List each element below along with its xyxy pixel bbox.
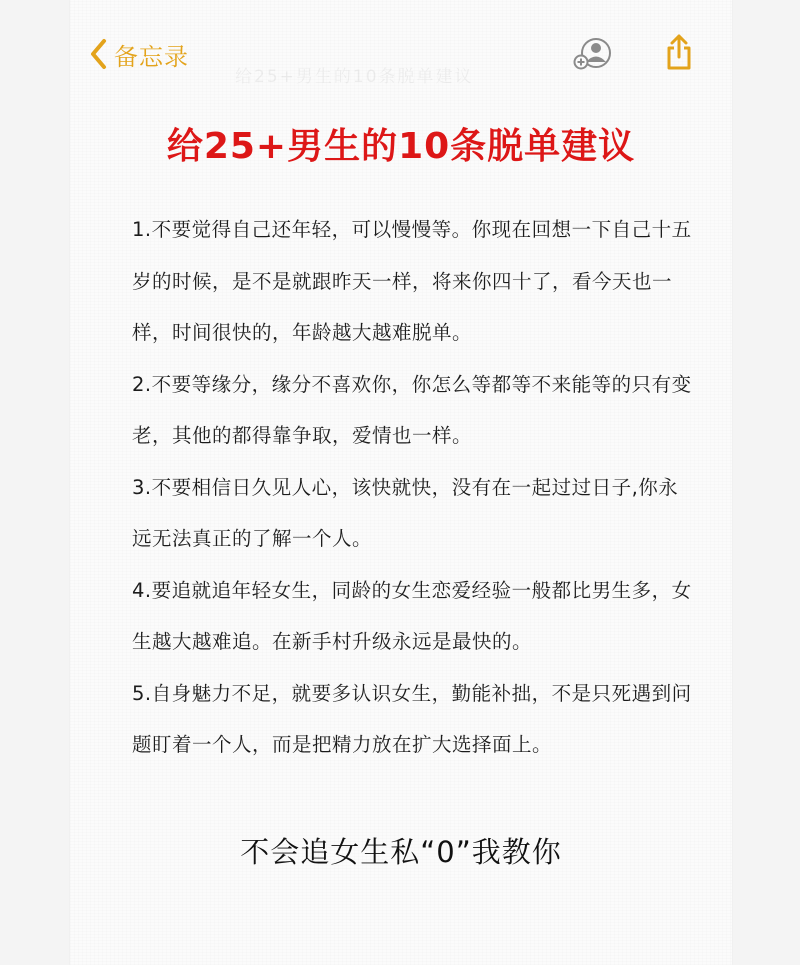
faint-heading: 给25+男生的10条脱单建议 — [235, 67, 474, 87]
tip-item: 3.不要相信日久见人心，该快就快，没有在一起过过日子,你永远无法真正的了解一个人。 — [132, 475, 679, 550]
share-icon[interactable] — [665, 33, 693, 71]
back-button-label: 备忘录 — [114, 42, 189, 71]
navigation-bar — [70, 0, 732, 100]
note-title: 给25+男生的10条脱单建议 — [166, 126, 636, 167]
person-add-icon[interactable] — [572, 37, 614, 71]
note-footer: 不会追女生私“0”我教你 — [240, 835, 562, 869]
tip-item: 4.要追就追年轻女生，同龄的女生恋爱经验一般都比男生多，女生越大越难追。在新手村升级永远是最快的。 — [132, 578, 692, 653]
tip-item: 2.不要等缘分，缘分不喜欢你，你怎么等都等不来能等的只有变老，其他的都得靠争取，爱情也一样。 — [132, 372, 692, 447]
tip-item: 1.不要觉得自己还年轻，可以慢慢等。你现在回想一下自己十五岁的时候，是不是就跟昨天一样，将来你四十了，看今天也一样，时间很快的，年龄越大越难脱单。 — [132, 218, 692, 344]
back-button[interactable] — [88, 36, 189, 72]
chevron-left-icon — [88, 38, 110, 70]
tip-item: 5.自身魅力不足，就要多认识女生，勤能补拙，不是只死遇到问题盯着一个人，而是把精力放在扩大选择面上。 — [132, 681, 692, 756]
note-page — [70, 0, 732, 965]
note-body[interactable] — [132, 204, 692, 771]
